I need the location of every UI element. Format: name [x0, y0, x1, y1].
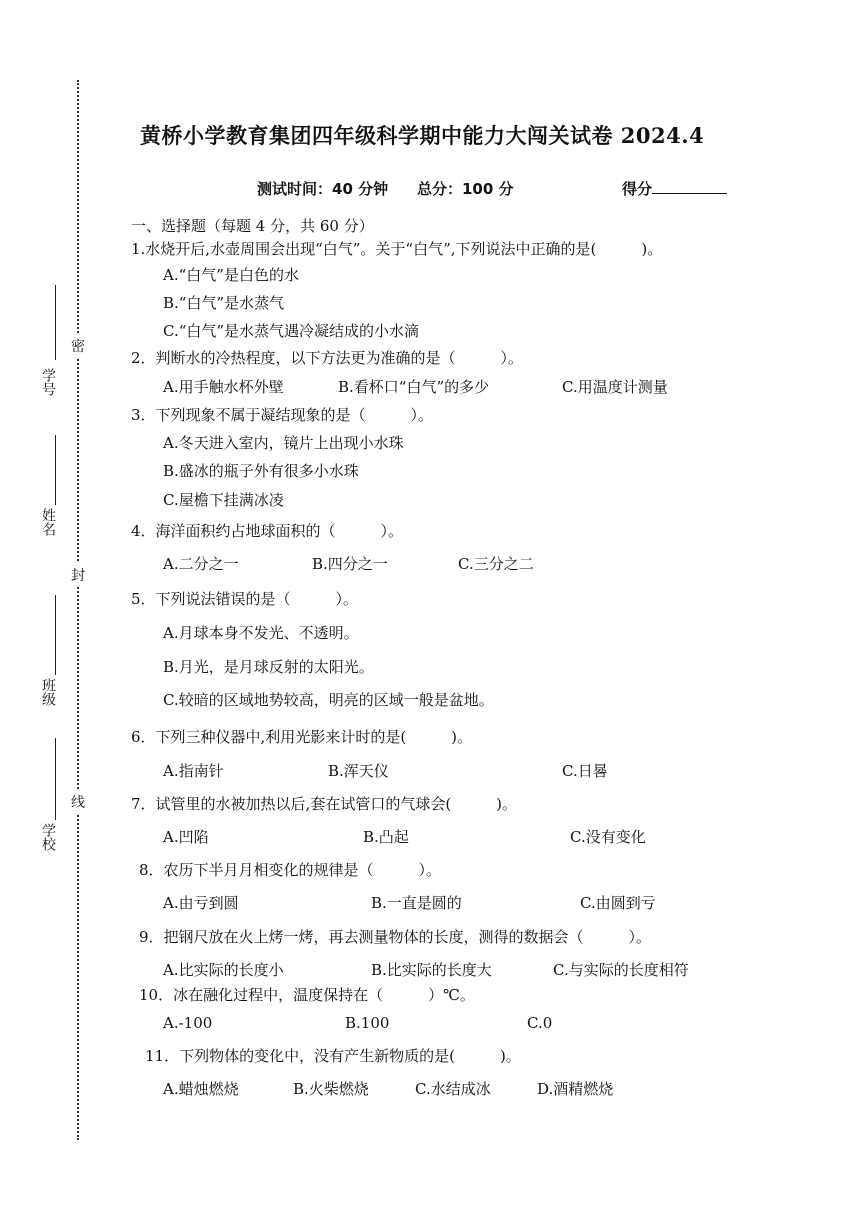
seal-char-feng: 封	[71, 563, 85, 587]
option-7b: B.凸起	[363, 828, 409, 846]
option-11b: B.火柴燃烧	[293, 1080, 369, 1098]
option-6c: C.日晷	[562, 762, 608, 780]
question-11: 11．下列物体的变化中，没有产生新物质的是( )。	[145, 1047, 521, 1065]
school-field[interactable]	[55, 738, 56, 820]
option-2a: A.用手触水杯外壁	[163, 378, 284, 396]
option-9a: A.比实际的长度小	[163, 961, 284, 979]
option-1b: B.“白气”是水蒸气	[163, 294, 285, 312]
option-5b: B.月光，是月球反射的太阳光。	[163, 658, 374, 676]
question-7: 7．试管里的水被加热以后,套在试管口的气球会( )。	[131, 795, 518, 813]
test-time: 测试时间：40 分钟	[257, 180, 389, 198]
option-3c: C.屋檐下挂满冰凌	[163, 491, 284, 509]
question-2: 2．判断水的冷热程度，以下方法更为准确的是（ ）。	[131, 349, 524, 367]
option-5c: C.较暗的区域地势较高，明亮的区域一般是盆地。	[163, 691, 494, 709]
class-field[interactable]	[55, 595, 56, 675]
name-label: 姓名	[40, 508, 56, 536]
option-11c: C.水结成冰	[415, 1080, 491, 1098]
option-10b: B.100	[345, 1014, 390, 1032]
score-field[interactable]	[622, 178, 727, 199]
page-title: 黄桥小学教育集团四年级科学期中能力大闯关试卷 2024.4	[140, 123, 705, 148]
option-8b: B.一直是圆的	[371, 894, 462, 912]
option-5a: A.月球本身不发光、不透明。	[163, 624, 359, 642]
question-10: 10．冰在融化过程中，温度保持在（ ）℃。	[139, 986, 475, 1004]
option-10a: A.-100	[163, 1014, 213, 1032]
score-blank[interactable]	[652, 179, 727, 194]
option-2b: B.看杯口“白气”的多少	[338, 378, 490, 396]
total-score: 总分：100 分	[417, 180, 514, 198]
school-label: 学校	[40, 823, 56, 851]
option-9b: B.比实际的长度大	[371, 961, 492, 979]
question-8: 8．农历下半月月相变化的规律是（ ）。	[139, 861, 442, 879]
question-6: 6．下列三种仪器中,利用光影来计时的是( )。	[131, 728, 473, 746]
option-6a: A.指南针	[163, 762, 224, 780]
option-1a: A.“白气”是白色的水	[163, 266, 299, 284]
student-id-label: 学号	[40, 368, 56, 396]
question-5: 5．下列说法错误的是（ ）。	[131, 590, 359, 608]
option-9c: C.与实际的长度相符	[553, 961, 689, 979]
option-8a: A.由亏到圆	[163, 894, 239, 912]
option-4b: B.四分之一	[312, 555, 388, 573]
option-11d: D.酒精燃烧	[537, 1080, 614, 1098]
seal-dotted-line	[77, 80, 79, 1140]
question-4: 4．海洋面积约占地球面积的（ ）。	[131, 522, 404, 540]
student-id-field[interactable]	[55, 285, 56, 360]
option-3b: B.盛冰的瓶子外有很多小水珠	[163, 462, 359, 480]
seal-char-xian: 线	[71, 790, 85, 814]
option-10c: C.0	[527, 1014, 553, 1032]
option-11a: A.蜡烛燃烧	[163, 1080, 239, 1098]
question-1: 1.水烧开后,水壶周围会出现“白气”。关于“白气”,下列说法中正确的是( )。	[131, 240, 663, 258]
option-3a: A.冬天进入室内，镜片上出现小水珠	[163, 434, 404, 452]
option-1c: C.“白气”是水蒸气遇冷凝结成的小水滴	[163, 322, 420, 340]
name-field[interactable]	[55, 435, 56, 505]
question-3: 3．下列现象不属于凝结现象的是（ ）。	[131, 406, 434, 424]
option-7c: C.没有变化	[570, 828, 646, 846]
option-4a: A.二分之一	[163, 555, 239, 573]
class-label: 班级	[40, 678, 56, 706]
section-heading: 一、选择题（每题 4 分，共 60 分）	[131, 217, 374, 235]
option-7a: A.凹陷	[163, 828, 209, 846]
option-2c: C.用温度计测量	[562, 378, 668, 396]
score-label: 得分	[622, 180, 653, 198]
option-6b: B.浑天仪	[328, 762, 389, 780]
option-4c: C.三分之二	[458, 555, 534, 573]
option-8c: C.由圆到亏	[580, 894, 656, 912]
question-9: 9．把钢尺放在火上烤一烤，再去测量物体的长度，测得的数据会（ ）。	[139, 928, 652, 946]
seal-char-mi: 密	[71, 334, 85, 358]
